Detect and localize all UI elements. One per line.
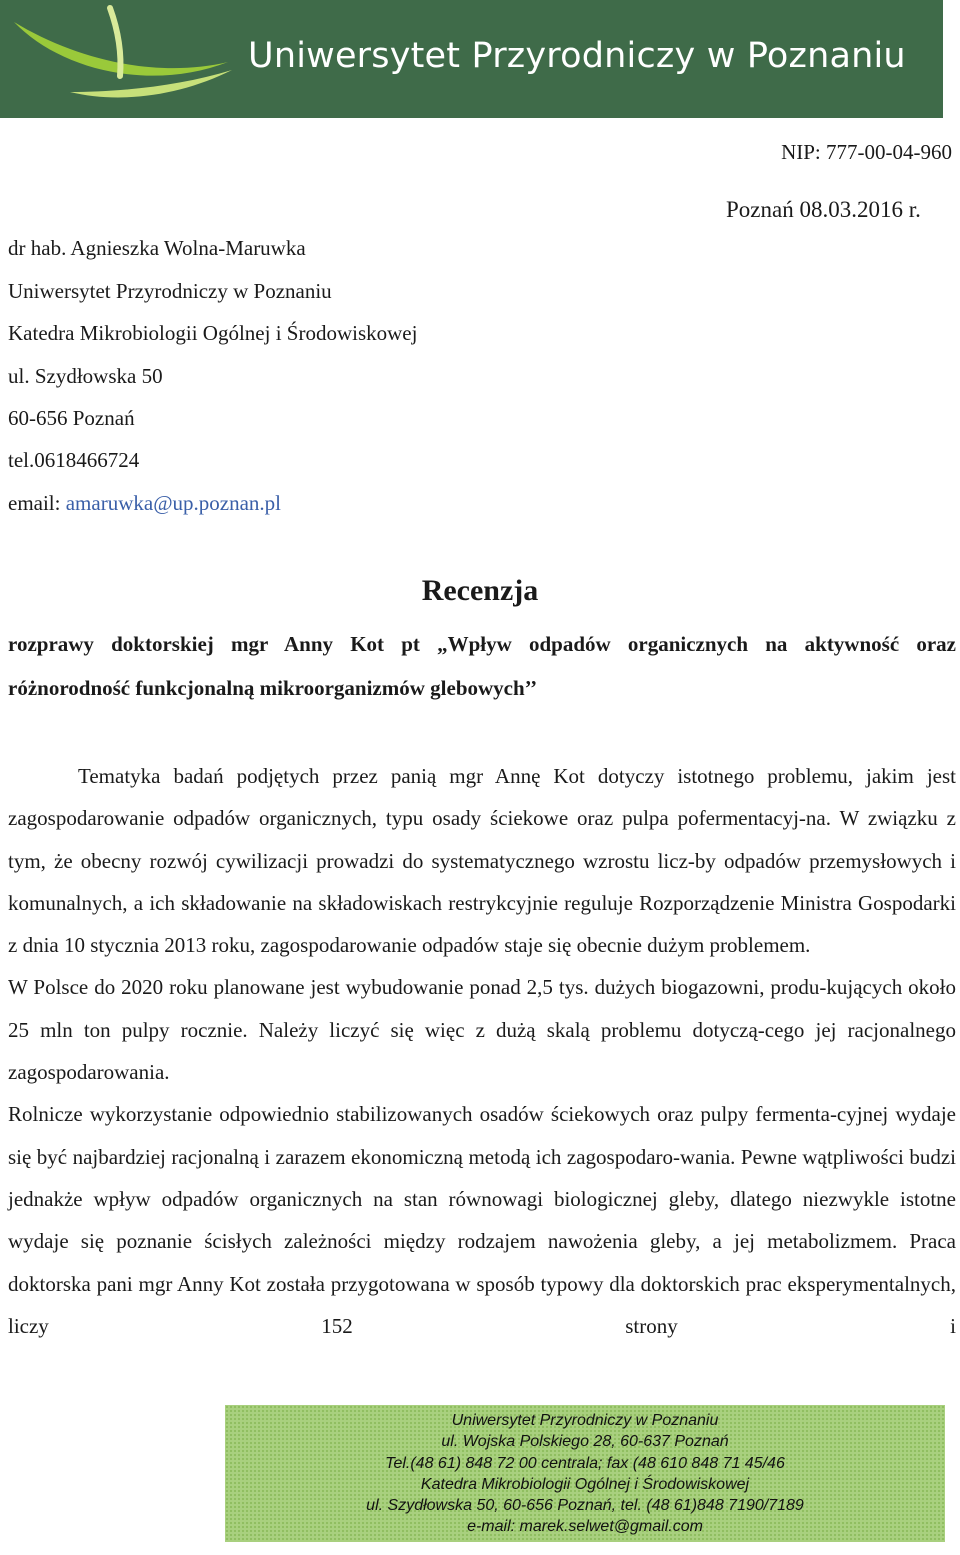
footer-department: Katedra Mikrobiologii Ogólnej i Środowiskowej xyxy=(420,1475,750,1493)
footer-phone: Tel.(48 61) 848 72 00 centrala; fax (48 610 848 71 45/46 xyxy=(385,1454,785,1472)
footer-address: ul. Wojska Polskiego 28, 60-637 Poznań xyxy=(441,1433,729,1451)
body-paragraph: Tematyka badań podjętych przez panią mgr Annę Kot dotyczy istotnego problemu, jakim jest zagospodarowanie odpadów organicznych, typu osady ściekowe oraz pulpa pofermentacyj-na. W związku z tym, że obecny rozwój cywilizacji prowadzi do systematycznego wzrostu licz-by odpadów przemysłowych i komunalnych, a ich składowanie na składowiskach restrykcyjnie reguluje Rozporządzenie Ministra Gospodarki z dnia 10 stycznia 2013 roku, zagospodarowanie odpadów staje się obecnie dużym problemem. xyxy=(8,764,956,958)
sender-email-label: email: xyxy=(8,491,66,515)
body-paragraph: Rolnicze wykorzystanie odpowiednio stabilizowanych osadów ściekowych oraz pulpy fermenta-cyjnej wydaje się być najbardziej racjonalną i zarazem ekonomiczną metodą ich zagospodaro-wania. Pewne wątpliwości budzi jednakże wpływ odpadów organicznych na stan równowagi biologicznej gleby, dlatego niezwykle istotne wydaje się poznanie ścisłych zależności między rodzajem nawożenia gleby, a jej metabolizmem. Praca doktorska pani mgr Anny Kot została przygotowana w sposób typowy dla doktorskich prac eksperymentalnych, liczy 152 strony i xyxy=(8,1102,956,1338)
footer-university: Uniwersytet Przyrodniczy w Poznaniu xyxy=(451,1412,719,1429)
review-body xyxy=(8,755,956,1347)
body-paragraph: W Polsce do 2020 roku planowane jest wybudowanie ponad 2,5 tys. dużych biogazowni, produ-kujących około 25 mln ton pulpy rocznie. Należy liczyć się więc z dużą skalą problemu dotyczą-cego jej racjonalnego zagospodarowania. xyxy=(8,975,956,1085)
nip-number: NIP: 777-00-04-960 xyxy=(781,140,952,164)
sender-email-link[interactable]: amaruwka@up.poznan.pl xyxy=(65,491,282,515)
thesis-title-line-2: różnorodność funkcjonalną mikroorganizmów glebowych’’ xyxy=(8,676,538,700)
university-header-banner xyxy=(0,0,943,118)
university-logo-icon xyxy=(0,0,240,118)
sender-department: Katedra Mikrobiologii Ogólnej i Środowiskowej xyxy=(8,321,418,345)
sender-phone: tel.0618466724 xyxy=(8,448,140,472)
letter-date: Poznań 08.03.2016 r. xyxy=(726,197,921,222)
sender-email-line xyxy=(8,491,281,516)
thesis-title-line-1: rozprawy doktorskiej mgr Anny Kot pt „Wpływ odpadów organicznych na aktywność oraz xyxy=(8,632,956,656)
sender-city: 60-656 Poznań xyxy=(8,406,135,430)
footer-email: e-mail: marek.selwet@gmail.com xyxy=(467,1518,703,1536)
document-title: Recenzja xyxy=(421,574,539,607)
sender-institution: Uniwersytet Przyrodniczy w Poznaniu xyxy=(8,279,332,303)
university-name-title: Uniwersytet Przyrodniczy w Poznaniu xyxy=(248,36,906,76)
footer-address-box xyxy=(225,1405,945,1542)
sender-street: ul. Szydłowska 50 xyxy=(8,364,163,388)
sender-name: dr hab. Agnieszka Wolna-Maruwka xyxy=(8,236,306,260)
footer-department-address: ul. Szydłowska 50, 60-656 Poznań, tel. (48 61)848 7190/7189 xyxy=(366,1497,804,1515)
